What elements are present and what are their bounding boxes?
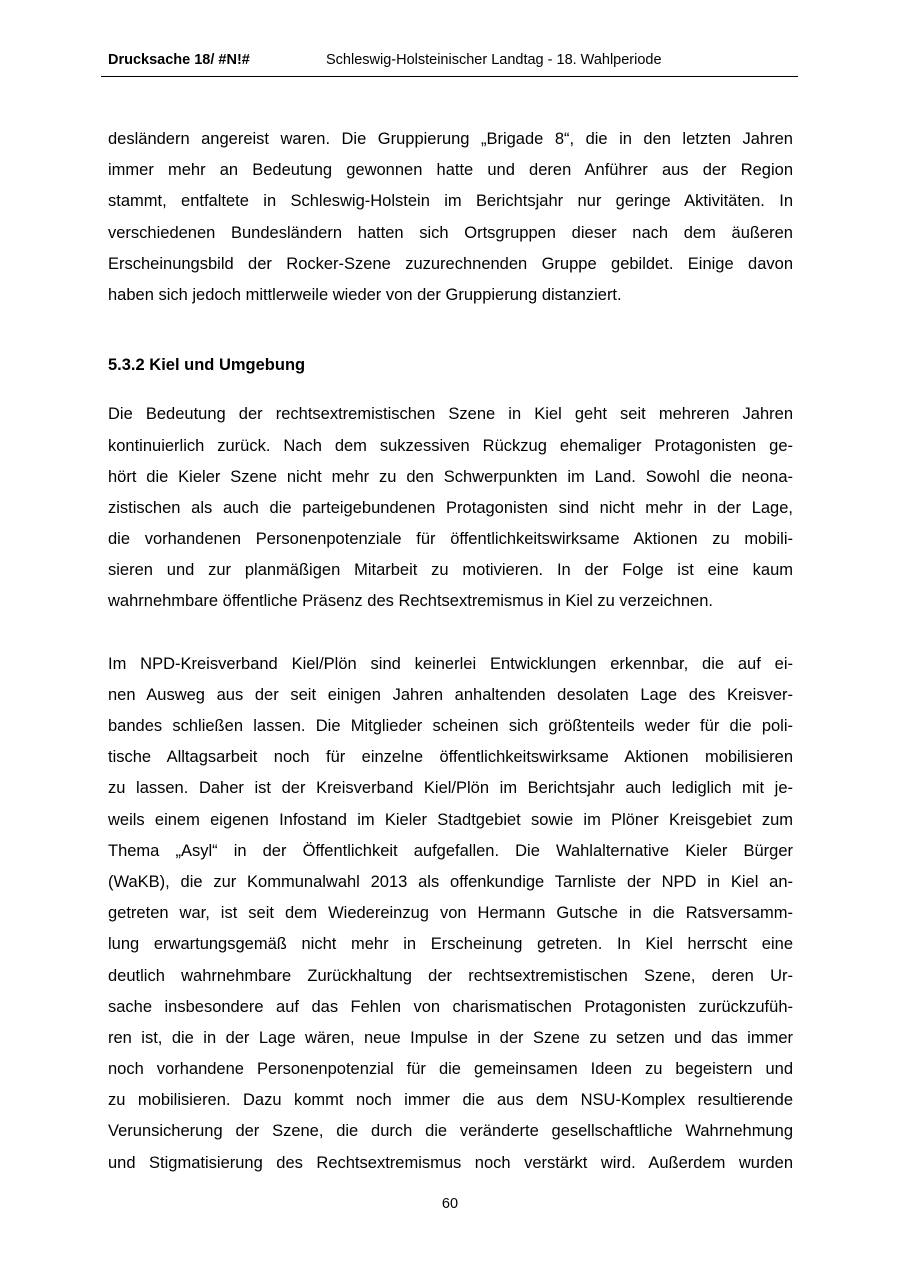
text-line: (WaKB), die zur Kommunalwahl 2013 als offenkundige Tarnliste der NPD in Kiel an- — [108, 872, 793, 891]
document-reference: Drucksache 18/ #N!# — [108, 52, 250, 68]
text-line: haben sich jedoch mittlerweile wieder von der Gruppierung distanziert. — [108, 285, 622, 304]
text-line: Erscheinungsbild der Rocker-Szene zuzurechnenden Gruppe gebildet. Einige davon — [108, 254, 793, 273]
section-heading: 5.3.2 Kiel und Umgebung — [108, 356, 306, 375]
paragraph-npd-kiel-ploen — [108, 649, 793, 1179]
text-line: wahrnehmbare öffentliche Präsenz des Rechtsextremismus in Kiel zu verzeichnen. — [108, 592, 713, 611]
text-line: verschiedenen Bundesländern hatten sich Ortsgruppen dieser nach dem äußeren — [108, 223, 793, 242]
text-line: kontinuierlich zurück. Nach dem sukzessiven Rückzug ehemaliger Protagonisten ge- — [108, 436, 793, 455]
text-line: sache insbesondere auf das Fehlen von charismatischen Protagonisten zurückzufüh- — [108, 997, 793, 1016]
text-line: desländern angereist waren. Die Gruppierung „Brigade 8“, die in den letzten Jahren — [108, 130, 793, 148]
text-line: Thema „Asyl“ in der Öffentlichkeit aufgefallen. Die Wahlalternative Kieler Bürger — [108, 841, 793, 860]
text-line: immer mehr an Bedeutung gewonnen hatte und deren Anführer aus der Region — [108, 161, 793, 180]
text-line: sieren und zur planmäßigen Mitarbeit zu motivieren. In der Folge ist eine kaum — [108, 561, 793, 580]
header-title: Schleswig-Holsteinischer Landtag - 18. Wahlperiode — [326, 52, 662, 68]
page-header — [108, 52, 798, 72]
text-line: Die Bedeutung der rechtsextremistischen Szene in Kiel geht seit mehreren Jahren — [108, 405, 793, 424]
text-line: zu lassen. Daher ist der Kreisverband Kiel/Plön im Berichtsjahr auch lediglich mit je- — [108, 779, 793, 798]
page-number: 60 — [441, 1196, 459, 1212]
text-line: hört die Kieler Szene nicht mehr zu den Schwerpunkten im Land. Sowohl die neona- — [108, 467, 793, 486]
text-line: ren ist, die in der Lage wären, neue Impulse in der Szene zu setzen und das immer — [108, 1028, 793, 1047]
text-line: getreten war, ist seit dem Wiedereinzug von Hermann Gutsche in die Ratsversamm- — [108, 904, 793, 923]
text-line: noch vorhandene Personenpotenzial für die gemeinsamen Ideen zu begeistern und — [108, 1060, 793, 1079]
paragraph-kiel-scene — [108, 399, 793, 617]
text-line: lung erwartungsgemäß nicht mehr in Erscheinung getreten. In Kiel herrscht eine — [108, 935, 793, 954]
text-line: deutlich wahrnehmbare Zurückhaltung der rechtsextremistischen Szene, deren Ur- — [108, 966, 793, 985]
paragraph-brigade — [108, 124, 793, 311]
text-line: zistischen als auch die parteigebundenen Protagonisten sind nicht mehr in der Lage, — [108, 498, 793, 517]
header-divider — [101, 76, 798, 77]
text-line: und Stigmatisierung des Rechtsextremismus noch verstärkt wird. Außerdem wurden — [108, 1153, 793, 1172]
text-line: Im NPD-Kreisverband Kiel/Plön sind keinerlei Entwicklungen erkennbar, die auf ei- — [108, 654, 793, 673]
text-line: bandes schließen lassen. Die Mitglieder scheinen sich größtenteils weder für die poli- — [108, 717, 793, 736]
text-line: tische Alltagsarbeit noch für einzelne öffentlichkeitswirksame Aktionen mobilisieren — [108, 748, 793, 767]
text-line: Verunsicherung der Szene, die durch die veränderte gesellschaftliche Wahrnehmung — [108, 1122, 793, 1141]
text-line: stammt, entfaltete in Schleswig-Holstein im Berichtsjahr nur geringe Aktivitäten. In — [108, 192, 793, 211]
text-line: nen Ausweg aus der seit einigen Jahren anhaltenden desolaten Lage des Kreisver- — [108, 685, 793, 704]
document-body — [108, 124, 793, 1179]
text-line: die vorhandenen Personenpotenziale für öffentlichkeitswirksame Aktionen zu mobili- — [108, 530, 793, 549]
text-line: zu mobilisieren. Dazu kommt noch immer die aus dem NSU-Komplex resultierende — [108, 1091, 793, 1110]
text-line: weils einem eigenen Infostand im Kieler Stadtgebiet sowie im Plöner Kreisgebiet zum — [108, 810, 793, 829]
